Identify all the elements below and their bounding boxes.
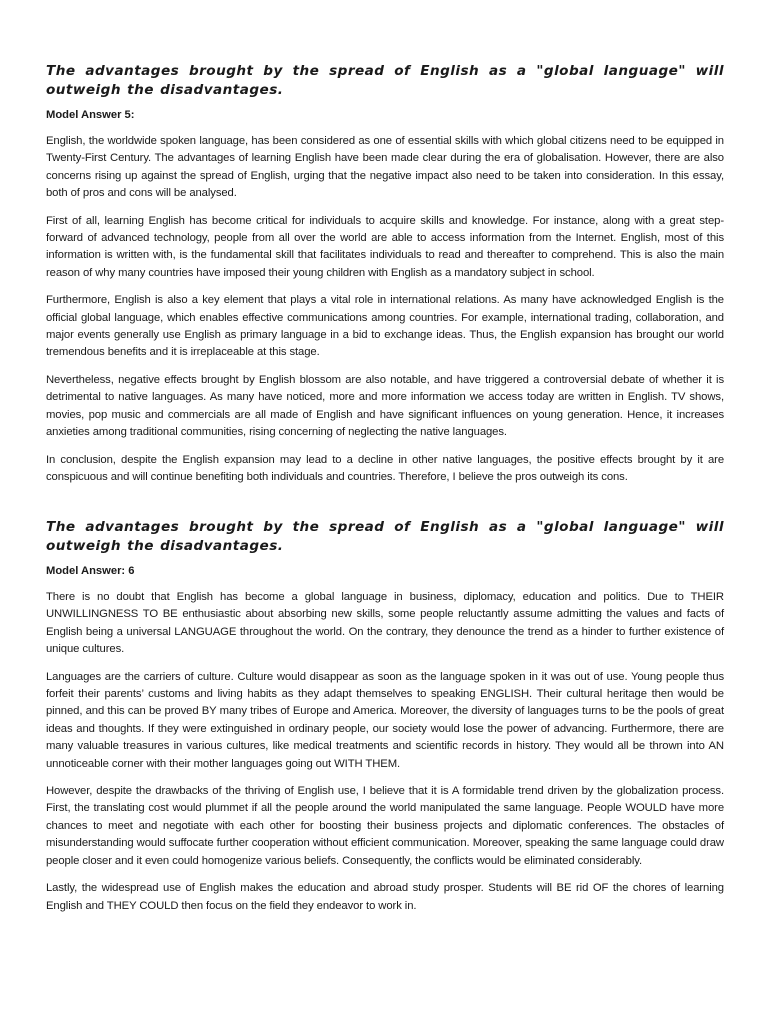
essay-paragraph: In conclusion, despite the English expansion may lead to a decline in other native languages, the positive effects brought by it are conspicuous and will continue benefiting both individuals and countries. Therefore, I believe the pros outweigh its cons. xyxy=(46,453,724,483)
essay-paragraph: English, the worldwide spoken language, has been considered as one of essential skills with which global citizens need to be equipped in Twenty-First Century. The advantages of learning English have been made clear during the era of globalisation. However, there are also concerns rising up against the spread of English, urging that the negative impact also need to be taken into consideration. In this essay, both of pros and cons will be analysed. xyxy=(46,135,724,200)
essay-paragraph: However, despite the drawbacks of the thriving of English use, I believe that it is A formidable trend driven by the globalization process. First, the translating cost would plummet if all the people around the world manipulated the same language. People WOULD have more chances to meet and negotiate with each other for boosting their business projects and diplomatic conferences. The obstacles of misunderstanding would suffocate further cooperation without efficient communication. Moreover, speaking the same language could draw people closer and it even could homogenize various beliefs. Consequently, the conflicts would be eliminated considerably. xyxy=(46,785,724,867)
essay-paragraph: Nevertheless, negative effects brought by English blossom are also notable, and have triggered a controversial debate of whether it is detrimental to native languages. As many have noticed, more and more information we access today are written in English. TV shows, movies, pop music and commercials are all made of English and have significant influences on young generation. Hence, it increases anxieties among traditional communities, rising concerning of neglecting the native languages. xyxy=(46,373,724,439)
essay-paragraph: Languages are the carriers of culture. Culture would disappear as soon as the language spoken in it was out of use. Young people thus forfeit their parents’ customs and living habits as they adapt themselves to speaking ENGLISH. Their cultural heritage then would be pinned, and this can be proved BY many tribes of Europe and America. Moreover, the diversity of languages turns to be the pools of great ideas and thoughts. If they were extinguished in ordinary people, our society would lose the power of advancing. Furthermore, there are many valuable treasures in various cultures, like medical treatments and scientific records in history. They would all be thrown into AN unnoticeable corner with their mother languages going out WITH THEM. xyxy=(46,670,724,770)
model-answer-label: Model Answer: 6 xyxy=(46,565,135,577)
essay-title: The advantages brought by the spread of English as a "global language" will outweigh the disadvantages. xyxy=(46,519,724,554)
essay-paragraph: There is no doubt that English has become a global language in business, diplomacy, education and politics. Due to THEIR UNWILLINGNESS TO BE enthusiastic about absorbing new skills, some people reluctantly assume admitting the values and facts of English being a universal LANGUAGE throughout the world. On the contrary, they denounce the trend as a hinder to further existence of unique cultures. xyxy=(46,591,724,656)
essay-title: The advantages brought by the spread of English as a "global language" will outweigh the disadvantages. xyxy=(46,63,724,98)
model-answer-label: Model Answer 5: xyxy=(46,109,135,121)
essay-paragraph: Lastly, the widespread use of English makes the education and abroad study prosper. Students will BE rid OF the chores of learning English and THEY COULD then focus on the field they endeavor to work in. xyxy=(46,882,724,912)
essay-paragraph: First of all, learning English has become critical for individuals to acquire skills and knowledge. For instance, along with a great step-forward of advanced technology, people from all over the world are able to access information from the Internet. English, most of this information is written with, is the fundamental skill that facilitates individuals to read and thereafter to comprehend. This is also the main reason of why many countries have imposed their young children with English as a mandatory subject in school. xyxy=(46,214,724,279)
essay-section-1 xyxy=(46,62,724,496)
essay-paragraph: Furthermore, English is also a key element that plays a vital role in international relations. As many have acknowledged English is the official global language, which enables effective communications among countries. For example, international trading, collaboration, and major events generally use English as primary language in a bid to exchange ideas. Thus, the English expansion has brought our world tremendous benefits and it is irreplaceable at this stage. xyxy=(46,294,724,359)
essay-section-2 xyxy=(46,518,724,925)
